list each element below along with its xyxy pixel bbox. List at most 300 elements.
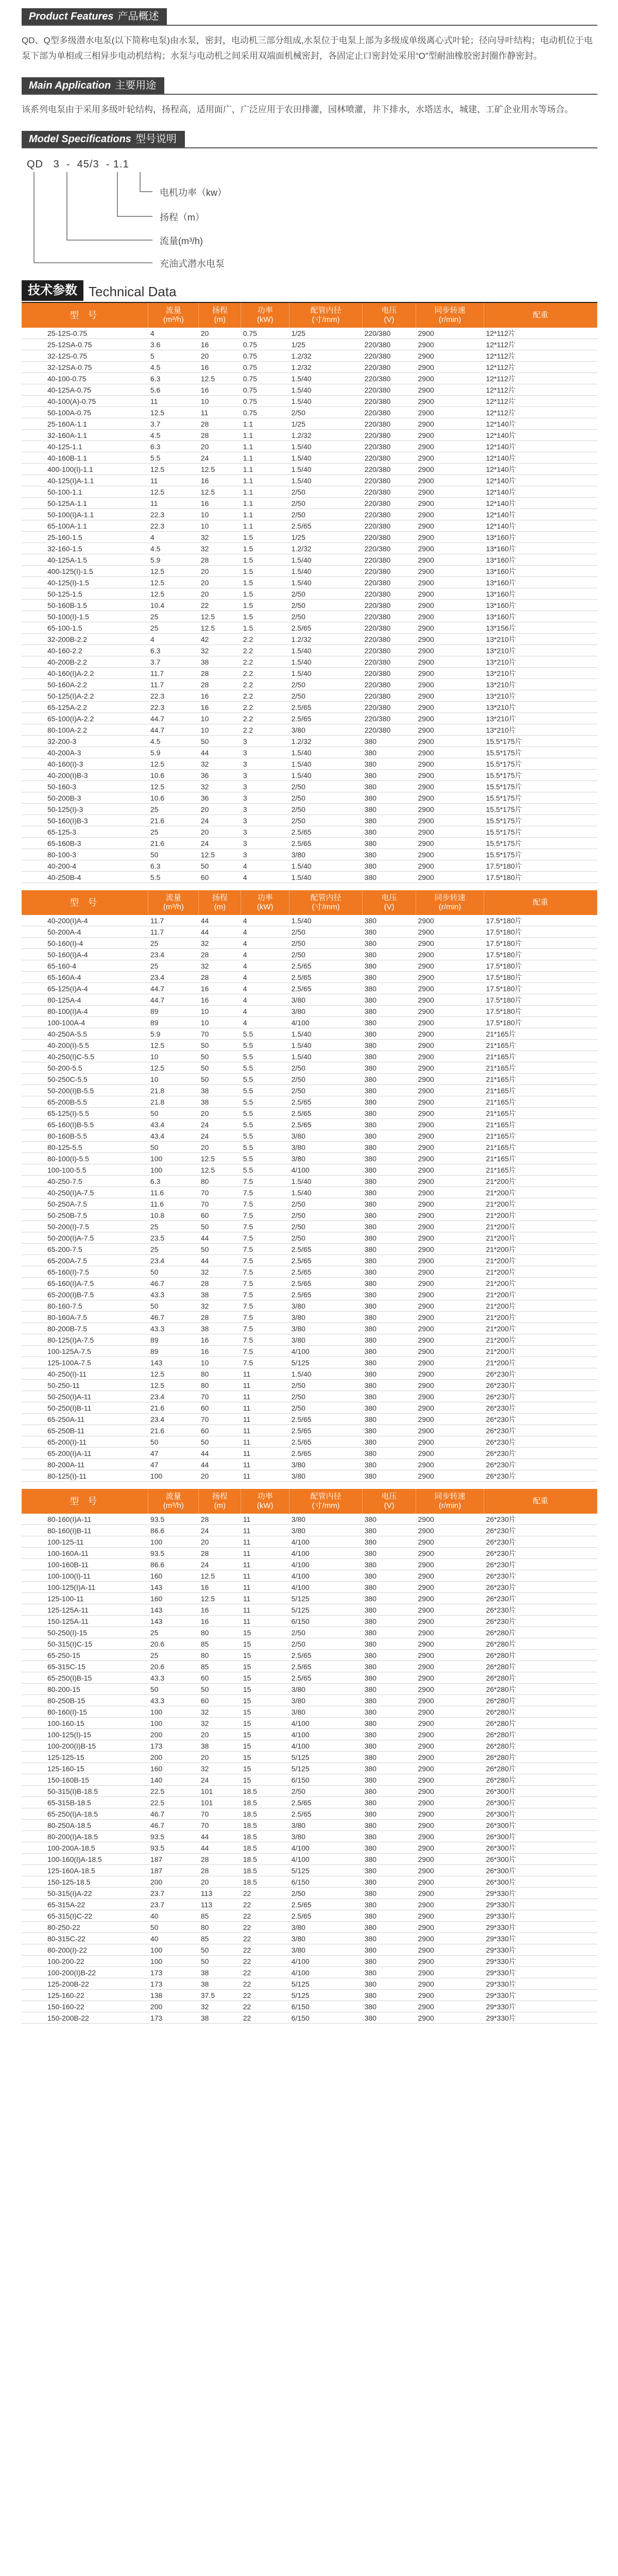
cell-power: 0.75 (241, 362, 289, 373)
cell-power: 18.5 (241, 1842, 289, 1854)
cell-flow: 100 (148, 1706, 199, 1718)
table-row (22, 1888, 597, 1899)
cell-voltage: 380 (363, 1312, 416, 1323)
cell-speed: 2900 (416, 926, 484, 938)
table-row (22, 872, 597, 883)
cell-speed: 2900 (416, 1582, 484, 1593)
cell-power: 1.5 (241, 566, 289, 577)
cell-flow: 22.5 (148, 1797, 199, 1808)
cell-pipe: 6/150 (289, 2001, 363, 2012)
cell-head: 50 (199, 1436, 241, 1448)
cell-flow: 100 (148, 1718, 199, 1729)
cell-flow: 160 (148, 1570, 199, 1582)
cell-voltage: 380 (363, 1672, 416, 1684)
cell-model: 25-160A-1.1 (22, 418, 148, 430)
cell-flow: 100 (148, 1536, 199, 1548)
cell-voltage: 220/380 (363, 702, 416, 713)
cell-pipe: 2/50 (289, 600, 363, 611)
cell-model: 65-250-15 (22, 1650, 148, 1661)
cell-pipe: 2.5/65 (289, 1672, 363, 1684)
cell-speed: 2900 (416, 1368, 484, 1380)
cell-voltage: 380 (363, 1616, 416, 1627)
cell-pipe: 2/50 (289, 1198, 363, 1210)
cell-pipe: 2.5/65 (289, 1436, 363, 1448)
column-header-label: 流量 (165, 1492, 181, 1501)
cell-voltage: 380 (363, 960, 416, 972)
cell-power: 22 (241, 1922, 289, 1933)
table-row (22, 622, 597, 634)
features-title-cn: 产品概述 (117, 11, 159, 22)
cell-weight: 13*210片 (484, 702, 597, 713)
table-row (22, 1028, 597, 1040)
cell-model: 80-160B-5.5 (22, 1130, 148, 1142)
cell-head: 28 (199, 668, 241, 679)
cell-flow: 25 (148, 1221, 199, 1232)
cell-voltage: 380 (363, 1876, 416, 1888)
cell-head: 50 (199, 1062, 241, 1074)
cell-voltage: 380 (363, 770, 416, 781)
cell-power: 22 (241, 1888, 289, 1899)
cell-pipe: 2/50 (289, 1074, 363, 1085)
cell-power: 5.5 (241, 1085, 289, 1096)
column-header-label: 扬程 (212, 306, 228, 315)
cell-flow: 23.5 (148, 1232, 199, 1244)
cell-pipe: 3/80 (289, 1831, 363, 1842)
cell-flow: 12.5 (148, 1040, 199, 1051)
column-header-label: 同步转速 (434, 1492, 466, 1501)
cell-weight: 21*200片 (484, 1300, 597, 1312)
cell-head: 70 (199, 1391, 241, 1402)
cell-speed: 2900 (416, 1876, 484, 1888)
cell-flow: 22.3 (148, 702, 199, 713)
cell-power: 15 (241, 1695, 289, 1706)
table-row (22, 804, 597, 815)
cell-pipe: 1/25 (289, 339, 363, 350)
table-row (22, 1357, 597, 1368)
cell-speed: 2900 (416, 1718, 484, 1729)
cell-pipe: 2/50 (289, 1380, 363, 1391)
table-row (22, 396, 597, 407)
cell-pipe: 5/125 (289, 1763, 363, 1774)
cell-power: 3 (241, 826, 289, 838)
cell-weight: 26*300片 (484, 1876, 597, 1888)
cell-flow: 43.4 (148, 1119, 199, 1130)
cell-power: 1.1 (241, 441, 289, 452)
cell-flow: 5.9 (148, 1028, 199, 1040)
column-header-unit: (V) (384, 1501, 394, 1510)
cell-head: 28 (199, 430, 241, 441)
cell-flow: 100 (148, 1153, 199, 1164)
cell-weight: 26*230片 (484, 1616, 597, 1627)
cell-weight: 26*280片 (484, 1695, 597, 1706)
column-header-pipe (289, 1489, 363, 1514)
cell-power: 7.5 (241, 1334, 289, 1346)
cell-power: 7.5 (241, 1255, 289, 1266)
cell-pipe: 3/80 (289, 1323, 363, 1334)
cell-voltage: 380 (363, 1978, 416, 1990)
cell-power: 22 (241, 1990, 289, 2001)
cell-model: 32-200B-2.2 (22, 634, 148, 645)
cell-voltage: 380 (363, 1300, 416, 1312)
cell-speed: 2900 (416, 1842, 484, 1854)
cell-model: 65-315A-22 (22, 1899, 148, 1910)
cell-flow: 100 (148, 1470, 199, 1482)
table-row (22, 554, 597, 566)
cell-voltage: 220/380 (363, 690, 416, 702)
cell-power: 18.5 (241, 1865, 289, 1876)
cell-pipe: 3/80 (289, 1300, 363, 1312)
cell-weight: 21*165片 (484, 1153, 597, 1164)
cell-head: 36 (199, 792, 241, 804)
cell-weight: 26*300片 (484, 1808, 597, 1820)
cell-model: 65-100A-1.1 (22, 520, 148, 532)
cell-weight: 12*112片 (484, 339, 597, 350)
cell-flow: 21.6 (148, 1425, 199, 1436)
cell-head: 32 (199, 1300, 241, 1312)
cell-voltage: 380 (363, 1153, 416, 1164)
cell-head: 16 (199, 339, 241, 350)
cell-voltage: 220/380 (363, 724, 416, 736)
cell-voltage: 220/380 (363, 498, 416, 509)
cell-weight: 26*280片 (484, 1774, 597, 1786)
cell-voltage: 380 (363, 1006, 416, 1017)
cell-power: 11 (241, 1414, 289, 1425)
column-header-label: 流量 (165, 306, 181, 315)
cell-model: 50-250-11 (22, 1380, 148, 1391)
cell-head: 16 (199, 384, 241, 396)
cell-flow: 140 (148, 1774, 199, 1786)
cell-flow: 11.7 (148, 926, 199, 938)
table-row (22, 1978, 597, 1990)
cell-pipe: 1.5/40 (289, 656, 363, 668)
cell-flow: 25 (148, 1244, 199, 1255)
cell-voltage: 380 (363, 1425, 416, 1436)
cell-model: 400-125(I)-1.5 (22, 566, 148, 577)
cell-flow: 200 (148, 1876, 199, 1888)
cell-power: 3 (241, 770, 289, 781)
cell-weight: 13*160片 (484, 577, 597, 588)
cell-weight: 26*230片 (484, 1514, 597, 1525)
cell-weight: 21*165片 (484, 1028, 597, 1040)
cell-model: 65-200-7.5 (22, 1244, 148, 1255)
cell-speed: 2900 (416, 1164, 484, 1176)
cell-speed: 2900 (416, 1786, 484, 1797)
cell-weight: 12*112片 (484, 350, 597, 362)
cell-voltage: 380 (363, 1221, 416, 1232)
cell-head: 50 (199, 1244, 241, 1255)
table-row (22, 350, 597, 362)
cell-voltage: 380 (363, 1763, 416, 1774)
cell-head: 44 (199, 1842, 241, 1854)
spec-table-1 (22, 303, 597, 883)
cell-weight: 15.5*175片 (484, 815, 597, 826)
cell-flow: 12.5 (148, 781, 199, 792)
column-header-label: 配重 (533, 1497, 548, 1505)
cell-speed: 2900 (416, 634, 484, 645)
cell-head: 60 (199, 1695, 241, 1706)
cell-pipe: 5/125 (289, 1357, 363, 1368)
cell-voltage: 380 (363, 1028, 416, 1040)
cell-model: 125-125A-11 (22, 1604, 148, 1616)
cell-model: 80-100(I)-5.5 (22, 1153, 148, 1164)
label-head: 扬程（m） (160, 212, 204, 223)
cell-voltage: 380 (363, 1684, 416, 1695)
table-row (22, 1244, 597, 1255)
cell-model: 50-100(I)-1.5 (22, 611, 148, 622)
cell-flow: 10.8 (148, 1210, 199, 1221)
cell-model: 80-100-3 (22, 849, 148, 860)
cell-speed: 2900 (416, 464, 484, 475)
column-header-label: 扬程 (212, 1492, 228, 1501)
column-header-flow (148, 890, 199, 915)
cell-model: 40-125A-1.5 (22, 554, 148, 566)
cell-flow: 10 (148, 1051, 199, 1062)
cell-flow: 50 (148, 1108, 199, 1119)
features-section-header (22, 8, 597, 26)
cell-flow: 25 (148, 1650, 199, 1661)
cell-power: 22 (241, 1899, 289, 1910)
cell-flow: 50 (148, 1142, 199, 1153)
cell-flow: 10 (148, 1074, 199, 1085)
cell-power: 18.5 (241, 1808, 289, 1820)
cell-pipe: 5/125 (289, 1978, 363, 1990)
cell-voltage: 220/380 (363, 554, 416, 566)
cell-head: 44 (199, 747, 241, 758)
model-title (22, 131, 185, 147)
cell-weight: 26*280片 (484, 1638, 597, 1650)
cell-flow: 50 (148, 1300, 199, 1312)
cell-pipe: 2/50 (289, 1786, 363, 1797)
cell-head: 50 (199, 1956, 241, 1967)
column-header-unit: (m³/h) (163, 1501, 184, 1510)
table-row (22, 634, 597, 645)
column-header-unit: (V) (384, 903, 394, 911)
cell-voltage: 380 (363, 1752, 416, 1763)
cell-model: 40-160(I)A-2.2 (22, 668, 148, 679)
cell-flow: 23.7 (148, 1899, 199, 1910)
cell-voltage: 380 (363, 1357, 416, 1368)
cell-flow: 12.5 (148, 577, 199, 588)
cell-model: 100-125-11 (22, 1536, 148, 1548)
cell-pipe: 3/80 (289, 1922, 363, 1933)
cell-flow: 23.4 (148, 1391, 199, 1402)
column-header-flow (148, 303, 199, 328)
cell-power: 1.1 (241, 486, 289, 498)
cell-pipe: 2.5/65 (289, 1661, 363, 1672)
cell-voltage: 380 (363, 849, 416, 860)
cell-model: 40-125A-0.75 (22, 384, 148, 396)
cell-voltage: 380 (363, 1638, 416, 1650)
cell-weight: 21*200片 (484, 1176, 597, 1187)
cell-speed: 2900 (416, 1865, 484, 1876)
cell-weight: 21*200片 (484, 1312, 597, 1323)
cell-speed: 2900 (416, 1414, 484, 1425)
cell-pipe: 4/100 (289, 1570, 363, 1582)
cell-head: 38 (199, 1323, 241, 1334)
column-header-power (241, 890, 289, 915)
table-row (22, 1616, 597, 1627)
table-row (22, 475, 597, 486)
cell-head: 44 (199, 926, 241, 938)
column-header-unit: (V) (384, 315, 394, 324)
cell-power: 1.1 (241, 520, 289, 532)
cell-model: 65-315C-15 (22, 1661, 148, 1672)
cell-power: 7.5 (241, 1232, 289, 1244)
cell-weight: 13*160片 (484, 600, 597, 611)
cell-flow: 50 (148, 1922, 199, 1933)
table-row (22, 1300, 597, 1312)
column-header-unit: (m) (214, 315, 226, 324)
column-header-unit: (寸/mm) (312, 1501, 340, 1510)
cell-voltage: 380 (363, 1074, 416, 1085)
table-row (22, 1266, 597, 1278)
table-row (22, 949, 597, 960)
column-header-label: 型 号 (70, 310, 100, 320)
cell-head: 44 (199, 915, 241, 926)
cell-flow: 160 (148, 1763, 199, 1774)
cell-flow: 43.3 (148, 1672, 199, 1684)
cell-voltage: 220/380 (363, 486, 416, 498)
column-header-model (22, 1489, 148, 1514)
cell-voltage: 380 (363, 1346, 416, 1357)
cell-flow: 173 (148, 1978, 199, 1990)
cell-speed: 2900 (416, 611, 484, 622)
cell-pipe: 1.2/32 (289, 362, 363, 373)
table-gap (0, 1482, 618, 1489)
column-header-flow (148, 1489, 199, 1514)
cell-model: 50-125(I)-3 (22, 804, 148, 815)
cell-model: 25-160-1.5 (22, 532, 148, 543)
cell-power: 7.5 (241, 1244, 289, 1255)
cell-power: 11 (241, 1616, 289, 1627)
cell-model: 50-250B-7.5 (22, 1210, 148, 1221)
cell-head: 11 (199, 407, 241, 418)
cell-head: 16 (199, 475, 241, 486)
table-row (22, 1006, 597, 1017)
cell-power: 1.5 (241, 600, 289, 611)
cell-model: 80-200(I)A-18.5 (22, 1831, 148, 1842)
cell-power: 7.5 (241, 1266, 289, 1278)
cell-model: 32-12S-0.75 (22, 350, 148, 362)
cell-model: 40-100(A)-0.75 (22, 396, 148, 407)
table-row (22, 838, 597, 849)
cell-power: 15 (241, 1774, 289, 1786)
cell-speed: 2900 (416, 441, 484, 452)
column-header-label: 流量 (165, 893, 181, 902)
cell-head: 32 (199, 543, 241, 554)
cell-speed: 2900 (416, 960, 484, 972)
cell-voltage: 220/380 (363, 679, 416, 690)
cell-pipe: 1.5/40 (289, 396, 363, 407)
cell-weight: 21*200片 (484, 1198, 597, 1210)
column-header-label: 功率 (257, 893, 273, 902)
cell-voltage: 380 (363, 1831, 416, 1842)
cell-model: 80-125(I)-11 (22, 1470, 148, 1482)
cell-speed: 2900 (416, 1096, 484, 1108)
column-header-pipe (289, 890, 363, 915)
cell-power: 22 (241, 1944, 289, 1956)
cell-power: 3 (241, 792, 289, 804)
cell-pipe: 5/125 (289, 1604, 363, 1616)
table-row (22, 713, 597, 724)
cell-weight: 26*230片 (484, 1548, 597, 1559)
cell-model: 80-160A-7.5 (22, 1312, 148, 1323)
cell-model: 125-100-11 (22, 1593, 148, 1604)
cell-pipe: 1.5/40 (289, 464, 363, 475)
cell-flow: 40 (148, 1933, 199, 1944)
cell-power: 15 (241, 1740, 289, 1752)
cell-pipe: 6/150 (289, 2012, 363, 2024)
cell-power: 11 (241, 1548, 289, 1559)
cell-weight: 26*280片 (484, 1684, 597, 1695)
cell-model: 125-100A-7.5 (22, 1357, 148, 1368)
cell-flow: 46.7 (148, 1820, 199, 1831)
table-row (22, 1402, 597, 1414)
cell-speed: 2900 (416, 350, 484, 362)
cell-pipe: 2/50 (289, 1221, 363, 1232)
table-row (22, 1650, 597, 1661)
cell-model: 65-160(I)-7.5 (22, 1266, 148, 1278)
cell-weight: 26*300片 (484, 1786, 597, 1797)
cell-head: 38 (199, 1978, 241, 1990)
table-row (22, 430, 597, 441)
table-row (22, 1062, 597, 1074)
cell-pipe: 2/50 (289, 1085, 363, 1096)
cell-weight: 15.5*175片 (484, 758, 597, 770)
cell-flow: 50 (148, 849, 199, 860)
cell-head: 28 (199, 679, 241, 690)
cell-power: 5.5 (241, 1062, 289, 1074)
cell-speed: 2900 (416, 1944, 484, 1956)
table-row (22, 1820, 597, 1831)
cell-pipe: 2/50 (289, 498, 363, 509)
cell-flow: 173 (148, 1967, 199, 1978)
cell-speed: 2900 (416, 2001, 484, 2012)
cell-speed: 2900 (416, 1266, 484, 1278)
cell-flow: 10.4 (148, 600, 199, 611)
cell-voltage: 380 (363, 1210, 416, 1221)
cell-power: 4 (241, 915, 289, 926)
cell-speed: 2900 (416, 1854, 484, 1865)
cell-power: 18.5 (241, 1797, 289, 1808)
cell-head: 16 (199, 702, 241, 713)
table-row (22, 1899, 597, 1910)
cell-pipe: 2/50 (289, 926, 363, 938)
cell-weight: 13*210片 (484, 679, 597, 690)
cell-speed: 2900 (416, 758, 484, 770)
cell-voltage: 220/380 (363, 384, 416, 396)
cell-power: 15 (241, 1752, 289, 1763)
cell-power: 1.5 (241, 554, 289, 566)
cell-voltage: 380 (363, 781, 416, 792)
bracket-power (140, 172, 152, 192)
cell-weight: 26*280片 (484, 1729, 597, 1740)
cell-voltage: 380 (363, 1865, 416, 1876)
cell-power: 1.1 (241, 464, 289, 475)
cell-power: 15 (241, 1627, 289, 1638)
cell-weight: 29*330片 (484, 1956, 597, 1967)
cell-voltage: 380 (363, 1706, 416, 1718)
cell-speed: 2900 (416, 1198, 484, 1210)
cell-power: 18.5 (241, 1786, 289, 1797)
cell-speed: 2900 (416, 679, 484, 690)
cell-head: 32 (199, 532, 241, 543)
column-header-unit: (m³/h) (163, 903, 184, 911)
cell-head: 28 (199, 972, 241, 983)
cell-flow: 46.7 (148, 1312, 199, 1323)
table-row (22, 418, 597, 430)
cell-voltage: 380 (363, 1808, 416, 1820)
